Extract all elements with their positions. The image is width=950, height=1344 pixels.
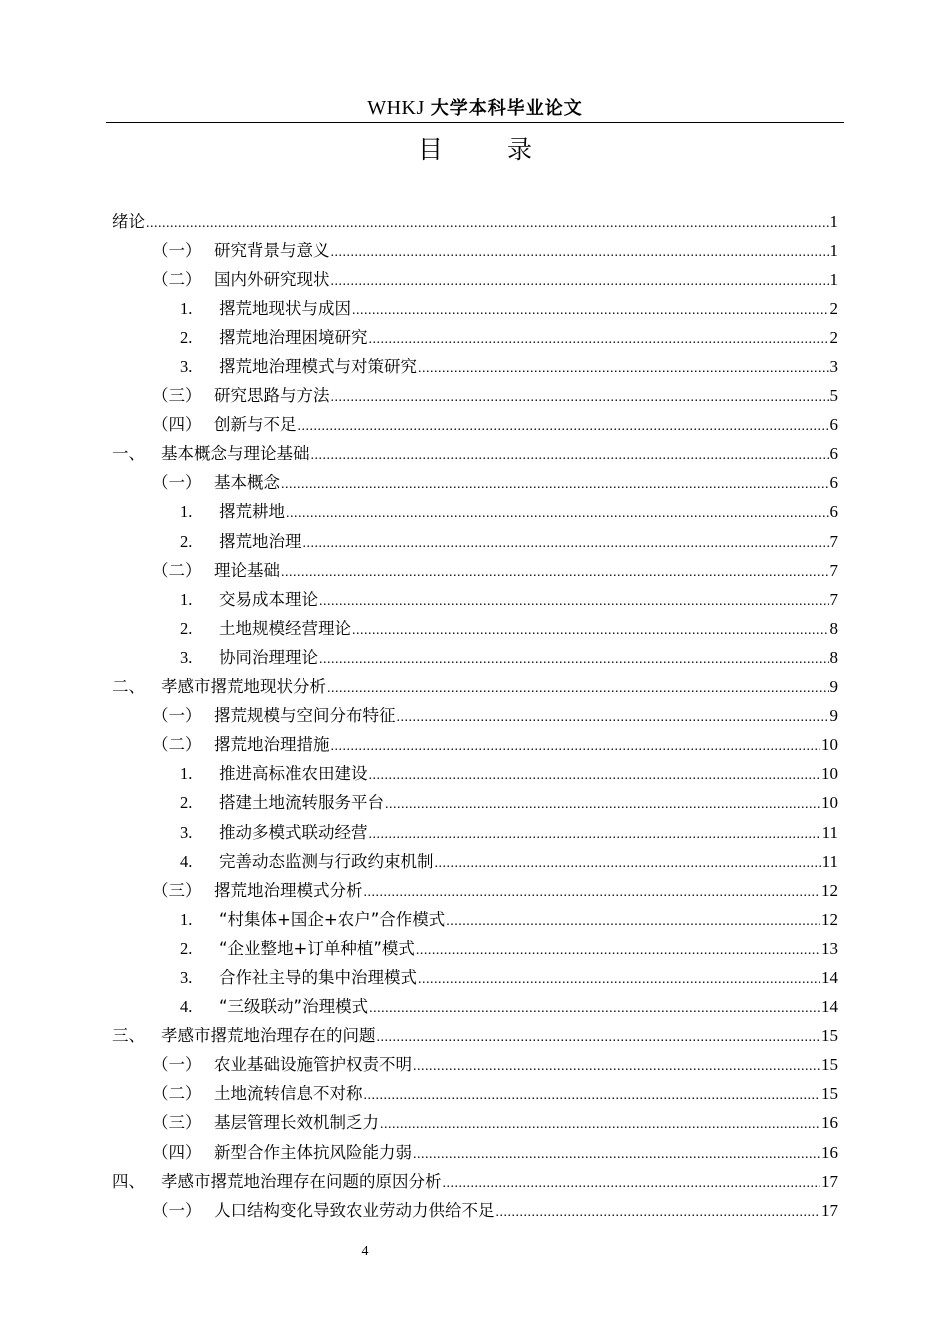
toc-dot-leader xyxy=(281,563,829,583)
toc-entry-title: 撂荒地治理模式分析 xyxy=(214,880,363,900)
toc-dot-leader xyxy=(369,825,821,845)
toc-entry[interactable] xyxy=(112,498,838,527)
toc-entry[interactable] xyxy=(112,934,838,963)
toc-dot-leader xyxy=(331,737,821,757)
toc-entry-number: （一） xyxy=(152,240,202,260)
toc-entry[interactable] xyxy=(112,1022,838,1051)
toc-entry-page: 7 xyxy=(829,560,838,580)
toc-entry-page: 8 xyxy=(829,618,838,638)
toc-dot-leader xyxy=(385,795,820,815)
toc-entry-title: 研究思路与方法 xyxy=(214,386,330,406)
toc-entry-number: （一） xyxy=(152,1055,202,1075)
toc-entry-page: 17 xyxy=(821,1171,838,1191)
toc-dot-leader xyxy=(496,1203,821,1223)
toc-entry-number: 2. xyxy=(180,938,193,958)
toc-dot-leader xyxy=(352,621,829,641)
toc-entry-number: 1. xyxy=(180,298,193,318)
toc-dot-leader xyxy=(418,359,829,379)
toc-dot-leader xyxy=(331,272,829,292)
toc-entry-number: （四） xyxy=(152,415,202,435)
toc-entry-page: 1 xyxy=(829,211,838,231)
toc-entry-title: 撂荒地治理模式与对策研究 xyxy=(219,357,417,377)
toc-entry-title: 农业基础设施管护权责不明 xyxy=(214,1055,412,1075)
toc-entry-title: 孝感市撂荒地治理存在的问题 xyxy=(161,1026,376,1046)
toc-entry-title: 研究背景与意义 xyxy=(214,240,330,260)
toc-entry-number: 2. xyxy=(180,531,193,551)
toc-entry-title: 合作社主导的集中治理模式 xyxy=(219,967,417,987)
toc-entry-title: 撂荒耕地 xyxy=(219,502,285,522)
toc-entry[interactable] xyxy=(112,527,838,556)
toc-entry-number: （三） xyxy=(152,386,202,406)
toc-entry-page: 10 xyxy=(821,764,838,784)
toc-entry[interactable] xyxy=(112,265,838,294)
toc-dot-leader xyxy=(416,941,820,961)
toc-entry-page: 6 xyxy=(829,415,838,435)
toc-entry[interactable] xyxy=(112,643,838,672)
toc-entry-page: 3 xyxy=(829,357,838,377)
header-divider xyxy=(106,122,844,123)
toc-dot-leader xyxy=(146,214,829,234)
toc-entry-number: 2. xyxy=(180,618,193,638)
toc-entry-number: 1. xyxy=(180,764,193,784)
toc-entry-page: 16 xyxy=(821,1142,838,1162)
toc-dot-leader xyxy=(377,1028,821,1048)
toc-dot-leader xyxy=(303,534,829,554)
toc-entry-number: 二、 xyxy=(112,677,145,697)
toc-entry[interactable] xyxy=(112,760,838,789)
toc-entry-page: 7 xyxy=(829,531,838,551)
toc-entry-page: 15 xyxy=(821,1055,838,1075)
toc-entry[interactable] xyxy=(112,469,838,498)
toc-entry-page: 1 xyxy=(829,269,838,289)
toc-dot-leader xyxy=(298,417,829,437)
toc-entry-page: 2 xyxy=(829,327,838,347)
toc-entry-title: 搭建土地流转服务平台 xyxy=(219,793,384,813)
toc-entry[interactable] xyxy=(112,440,838,469)
toc-entry-page: 10 xyxy=(821,735,838,755)
toc-entry-number: 3. xyxy=(180,822,193,842)
toc-entry-title: 协同治理理论 xyxy=(219,647,318,667)
toc-entry-title: 撂荒地治理困境研究 xyxy=(219,327,368,347)
toc-entry[interactable] xyxy=(112,847,838,876)
toc-entry-title: 基本概念 xyxy=(214,473,280,493)
toc-entry-number: 4. xyxy=(180,851,193,871)
toc-dot-leader xyxy=(413,1145,820,1165)
toc-dot-leader xyxy=(327,679,829,699)
toc-dot-leader xyxy=(331,243,829,263)
toc-entry[interactable] xyxy=(112,1080,838,1109)
toc-entry[interactable] xyxy=(112,614,838,643)
toc-entry-number: 1. xyxy=(180,589,193,609)
toc-entry-number: （二） xyxy=(152,269,202,289)
toc-entry-title: 交易成本理论 xyxy=(219,589,318,609)
toc-entry[interactable] xyxy=(112,993,838,1022)
toc-entry-title: 推动多模式联动经营 xyxy=(219,822,368,842)
toc-entry-number: 3. xyxy=(180,647,193,667)
toc-entry[interactable] xyxy=(112,352,838,381)
toc-entry-title: 推进高标准农田建设 xyxy=(219,764,368,784)
toc-entry-page: 10 xyxy=(821,793,838,813)
toc-entry[interactable] xyxy=(112,702,838,731)
toc-entry-title: 撂荒地治理 xyxy=(219,531,302,551)
toc-dot-leader xyxy=(331,388,829,408)
toc-entry[interactable] xyxy=(112,876,838,905)
toc-entry-page: 5 xyxy=(829,386,838,406)
toc-entry-title: 土地规模经营理论 xyxy=(219,618,351,638)
toc-entry-number: （二） xyxy=(152,735,202,755)
toc-entry-page: 16 xyxy=(821,1113,838,1133)
toc-entry-title: 人口结构变化导致农业劳动力供给不足 xyxy=(214,1200,495,1220)
toc-entry-page: 15 xyxy=(821,1084,838,1104)
toc-entry-title: “企业整地+订单种植”模式 xyxy=(219,938,415,958)
toc-entry-title: 国内外研究现状 xyxy=(214,269,330,289)
header-thesis-label: 大学本科毕业论文 xyxy=(430,98,583,119)
toc-entry-number: （一） xyxy=(152,473,202,493)
toc-dot-leader xyxy=(418,970,820,990)
toc-entry-page: 6 xyxy=(829,444,838,464)
toc-entry-title: 孝感市撂荒地治理存在问题的原因分析 xyxy=(161,1171,442,1191)
running-header xyxy=(106,94,844,122)
toc-entry-page: 14 xyxy=(821,967,838,987)
toc-entry-title: 完善动态监测与行政约束机制 xyxy=(219,851,434,871)
toc-entry[interactable] xyxy=(112,411,838,440)
toc-entry[interactable] xyxy=(112,1138,838,1167)
toc-dot-leader xyxy=(435,854,821,874)
toc-entry-number: 2. xyxy=(180,327,193,347)
toc-entry[interactable] xyxy=(112,789,838,818)
toc-entry[interactable] xyxy=(112,673,838,702)
toc-entry-number: 1. xyxy=(180,502,193,522)
toc-entry-page: 7 xyxy=(829,589,838,609)
toc-entry[interactable] xyxy=(112,1196,838,1225)
toc-entry[interactable] xyxy=(112,556,838,585)
toc-dot-leader xyxy=(281,475,829,495)
toc-entry-page: 9 xyxy=(829,706,838,726)
toc-entry-page: 14 xyxy=(821,997,838,1017)
toc-entry-title: 撂荒地治理措施 xyxy=(214,735,330,755)
toc-entry-page: 8 xyxy=(829,647,838,667)
toc-entry-title: 撂荒地现状与成因 xyxy=(219,298,351,318)
toc-entry-title: 撂荒规模与空间分布特征 xyxy=(214,706,396,726)
toc-dot-leader xyxy=(364,1086,821,1106)
toc-entry-number: （一） xyxy=(152,706,202,726)
toc-dot-leader xyxy=(413,1057,820,1077)
toc-entry-number: 3. xyxy=(180,357,193,377)
toc-entry-number: （三） xyxy=(152,880,202,900)
toc-entry-number: 三、 xyxy=(112,1026,145,1046)
toc-entry-title: 理论基础 xyxy=(214,560,280,580)
toc-entry[interactable] xyxy=(112,1167,838,1196)
table-of-contents xyxy=(112,207,838,1225)
toc-entry-title: “村集体+国企+农户”合作模式 xyxy=(219,909,446,929)
toc-entry-page: 13 xyxy=(821,938,838,958)
toc-dot-leader xyxy=(380,1115,820,1135)
toc-dot-leader xyxy=(364,883,821,903)
toc-entry[interactable] xyxy=(112,905,838,934)
toc-entry-page: 1 xyxy=(829,240,838,260)
toc-entry[interactable] xyxy=(112,585,838,614)
toc-dot-leader xyxy=(397,708,829,728)
toc-dot-leader xyxy=(319,592,829,612)
toc-entry-page: 11 xyxy=(821,851,838,871)
toc-dot-leader xyxy=(286,504,829,524)
toc-entry-number: 3. xyxy=(180,967,193,987)
toc-entry[interactable] xyxy=(112,818,838,847)
toc-entry-title: 绪论 xyxy=(112,211,145,231)
toc-entry-number: 4. xyxy=(180,997,193,1017)
toc-entry[interactable] xyxy=(112,294,838,323)
toc-entry-page: 17 xyxy=(821,1200,838,1220)
toc-entry-number: 四、 xyxy=(112,1171,145,1191)
toc-dot-leader xyxy=(311,446,829,466)
toc-entry-number: （一） xyxy=(152,1200,202,1220)
toc-entry[interactable] xyxy=(112,1051,838,1080)
toc-dot-leader xyxy=(369,999,820,1019)
toc-entry-page: 11 xyxy=(821,822,838,842)
toc-entry-page: 6 xyxy=(829,473,838,493)
toc-entry-page: 15 xyxy=(821,1026,838,1046)
header-school-code: WHKJ xyxy=(367,97,425,119)
toc-entry[interactable] xyxy=(112,382,838,411)
toc-entry-number: （四） xyxy=(152,1142,202,1162)
toc-dot-leader xyxy=(369,330,829,350)
toc-entry-title: 土地流转信息不对称 xyxy=(214,1084,363,1104)
toc-entry-title: 基本概念与理论基础 xyxy=(161,444,310,464)
toc-entry-title: 新型合作主体抗风险能力弱 xyxy=(214,1142,412,1162)
toc-dot-leader xyxy=(352,301,829,321)
toc-entry-number: 1. xyxy=(180,909,193,929)
toc-entry[interactable] xyxy=(112,963,838,992)
toc-entry-title: 孝感市撂荒地现状分析 xyxy=(161,677,326,697)
toc-entry-page: 6 xyxy=(829,502,838,522)
toc-dot-leader xyxy=(443,1174,821,1194)
toc-entry[interactable] xyxy=(112,323,838,352)
toc-entry[interactable] xyxy=(112,236,838,265)
toc-heading: 目 录 xyxy=(418,135,560,164)
toc-dot-leader xyxy=(369,766,821,786)
toc-entry-page: 2 xyxy=(829,298,838,318)
toc-entry[interactable] xyxy=(112,731,838,760)
toc-entry-number: （二） xyxy=(152,560,202,580)
toc-entry-number: 2. xyxy=(180,793,193,813)
toc-entry-page: 9 xyxy=(829,677,838,697)
toc-entry-page: 12 xyxy=(821,909,838,929)
toc-entry-number: 一、 xyxy=(112,444,145,464)
toc-entry[interactable] xyxy=(112,1109,838,1138)
toc-dot-leader xyxy=(319,650,829,670)
toc-dot-leader xyxy=(446,912,820,932)
toc-entry-number: （三） xyxy=(152,1113,202,1133)
page-number: 4 xyxy=(361,1244,369,1259)
toc-entry-number: （二） xyxy=(152,1084,202,1104)
toc-entry[interactable] xyxy=(112,207,838,236)
toc-entry-page: 12 xyxy=(821,880,838,900)
toc-entry-title: 基层管理长效机制乏力 xyxy=(214,1113,379,1133)
toc-entry-title: 创新与不足 xyxy=(214,415,297,435)
toc-entry-title: “三级联动”治理模式 xyxy=(219,997,369,1017)
